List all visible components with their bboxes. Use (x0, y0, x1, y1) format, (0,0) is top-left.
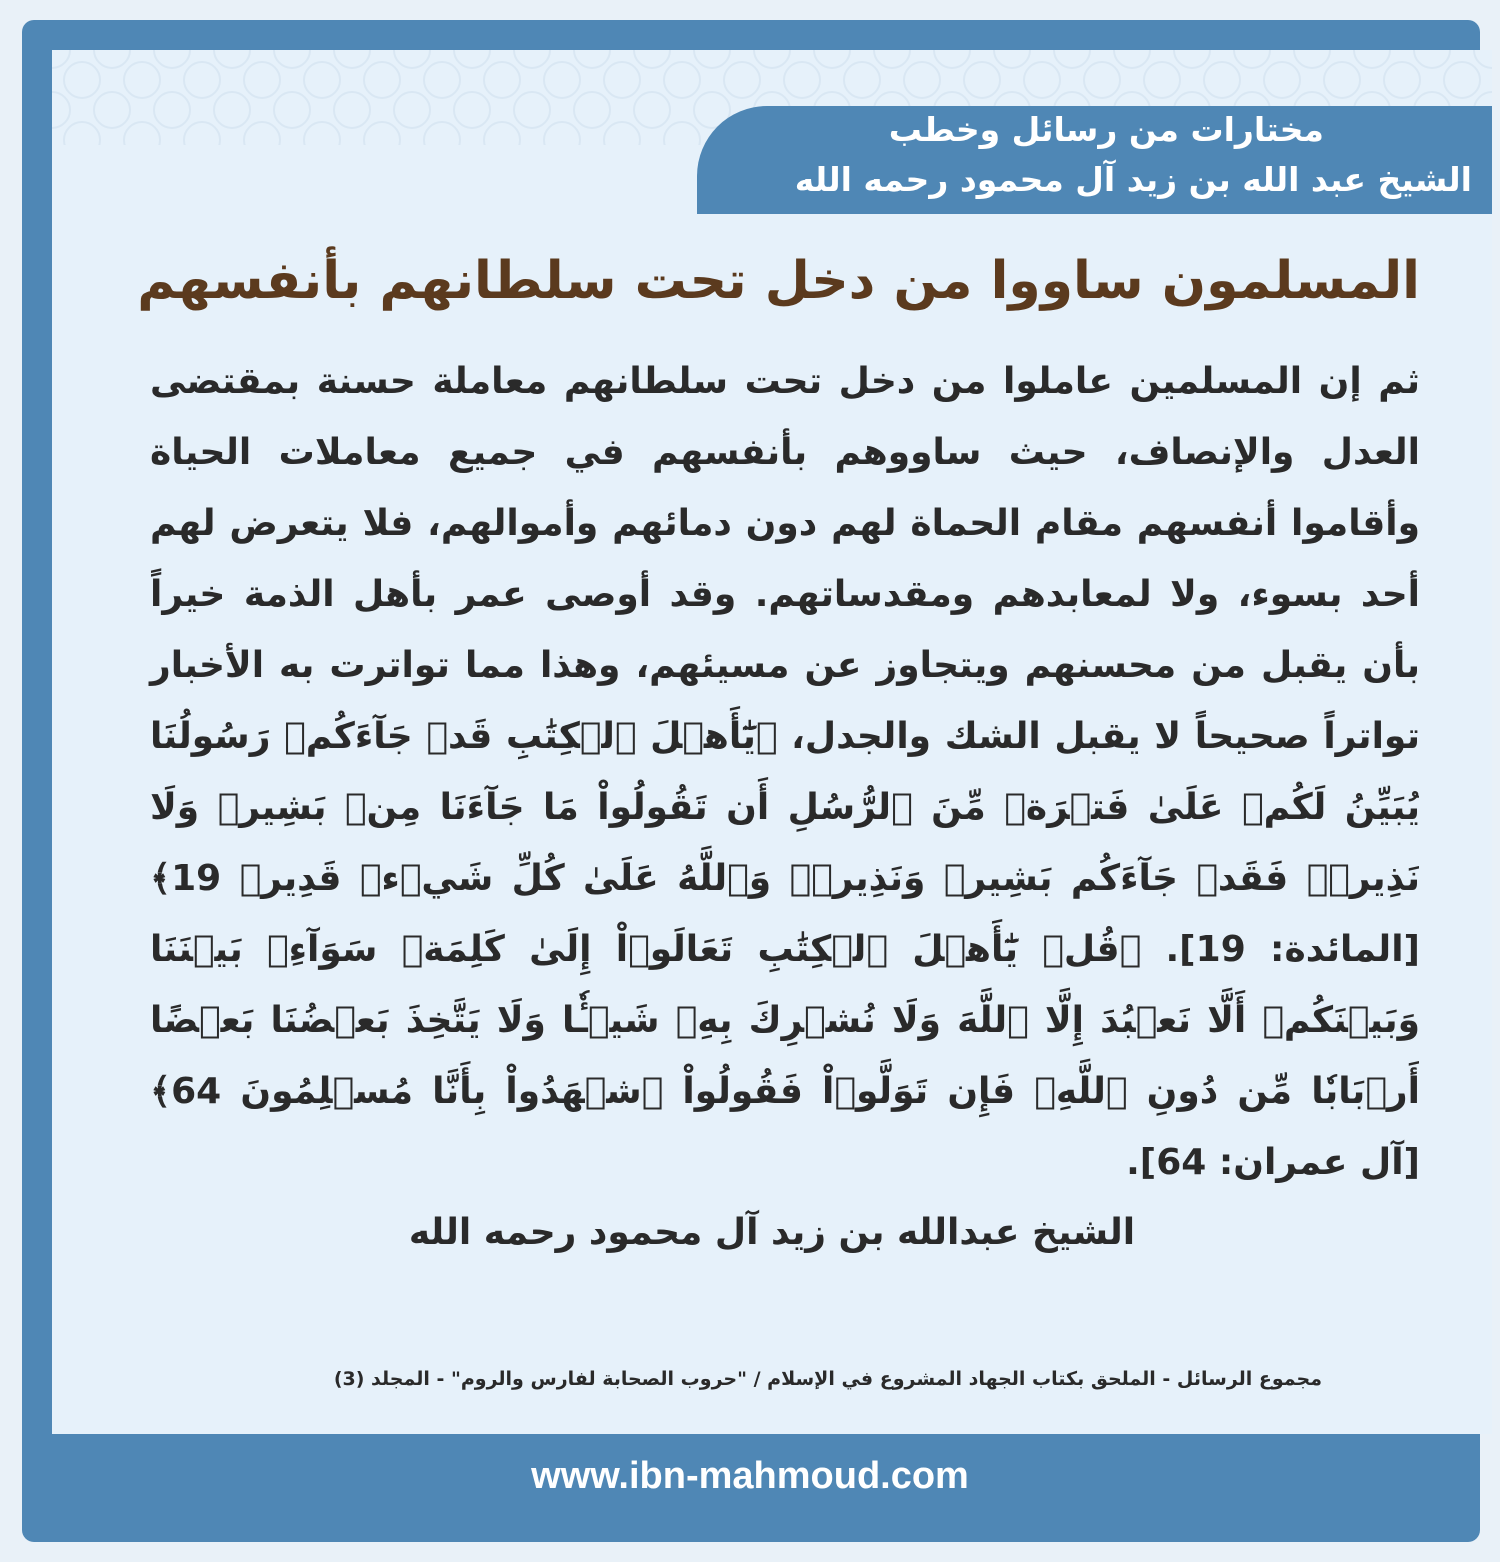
source-citation: مجموع الرسائل - الملحق بكتاب الجهاد المشروع في الإسلام / "حروب الصحابة لفارس والروم" - المجلد (3) (333, 1368, 1322, 1390)
header-banner (697, 106, 1492, 214)
article-body: ثم إن المسلمين عاملوا من دخل تحت سلطانهم معاملة حسنة بمقتضى العدل والإنصاف، حيث ساووهم بأنفسهم في جميع معاملات الحياة وأقاموا أنفسهم مقام الحماة لهم دون دمائهم وأموالهم، فلا يتعرض لهم أحد بسوء، ولا لمعابدهم ومقدساتهم. وقد أوصى عمر بأهل الذمة خيراً بأن يقبل من محسنهم ويتجاوز عن مسيئهم، وهذا مما تواترت به الأخبار تواتراً صحيحاً لا يقبل الشك والجدل، ﴿يَٰٓأَهۡلَ ٱلۡكِتَٰبِ قَدۡ جَآءَكُمۡ رَسُولُنَا يُبَيِّنُ لَكُمۡ عَلَىٰ فَتۡرَةٖ مِّنَ ٱلرُّسُلِ أَن تَقُولُواْ مَا جَآءَنَا مِنۢ بَشِيرٖ وَلَا نَذِيرٖۖ فَقَدۡ جَآءَكُم بَشِيرٞ وَنَذِيرٞۗ وَٱللَّهُ عَلَىٰ كُلِّ شَيۡءٖ قَدِيرٞ 19﴾ [المائدة: 19]. ﴿قُلۡ يَٰٓأَهۡلَ ٱلۡكِتَٰبِ تَعَالَوۡاْ إِلَىٰ كَلِمَةٖ سَوَآءِۭ بَيۡنَنَا وَبَيۡنَكُمۡ أَلَّا نَعۡبُدَ إِلَّا ٱللَّهَ وَلَا نُشۡرِكَ بِهِۦ شَيۡـٔٗا وَلَا يَتَّخِذَ بَعۡضُنَا بَعۡضًا أَرۡبَابٗا مِّن دُونِ ٱللَّهِۚ فَإِن تَوَلَّوۡاْ فَقُولُواْ ٱشۡهَدُواْ بِأَنَّا مُسۡلِمُونَ 64﴾ [آل عمران: 64]. (150, 361, 1420, 1183)
header-author-name: الشيخ عبد الله بن زيد آل محمود رحمه الله (794, 160, 1472, 199)
content-panel (52, 50, 1492, 1434)
author-signature: الشيخ عبدالله بن زيد آل محمود رحمه الله (408, 1212, 1136, 1253)
article-title: المسلمون ساووا من دخل تحت سلطانهم بأنفسهم (137, 251, 1420, 311)
header-series-title: مختارات من رسائل وخطب (888, 110, 1324, 149)
website-link[interactable]: www.ibn-mahmoud.com (531, 1455, 969, 1497)
page-frame (22, 20, 1480, 1542)
